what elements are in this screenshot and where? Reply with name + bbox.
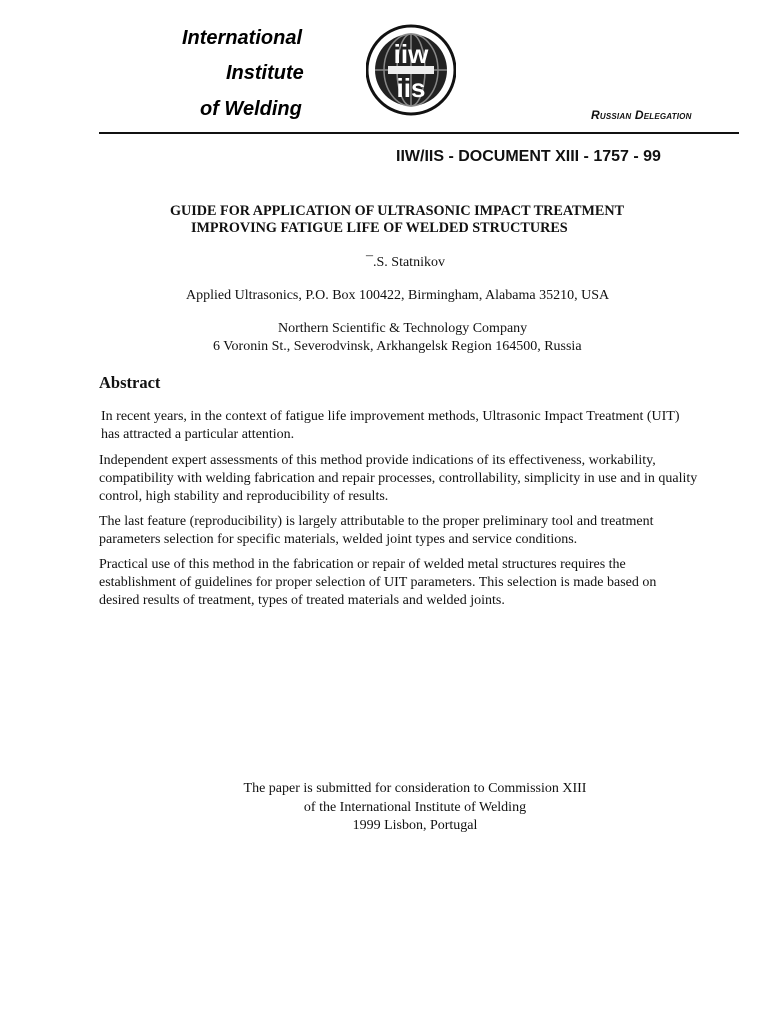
affiliation-2-line2: 6 Voronin St., Severodvinsk, Arkhangelsk Region 164500, Russia [213,339,582,354]
affiliation-2-line1: Northern Scientific & Technology Company [278,321,528,336]
submission-note-line2: of the International Institute of Welding [303,799,527,815]
submission-note [180,780,650,836]
submission-note-line3: 1999 Lisbon, Portugal [352,818,478,833]
submission-note-line1: The paper is submitted for consideration to Commission XIII [243,781,587,796]
paper-title-line2: IMPROVING FATIGUE LIFE OF WELDED STRUCTURES [191,220,568,236]
affiliation-1: Applied Ultrasonics, P.O. Box 100422, Birmingham, Alabama 35210, USA [186,288,610,303]
delegation-label: Russian Delegation [591,108,692,122]
institute-name-line2: Institute [226,62,304,84]
document-id: IIW/IIS - DOCUMENT XIII - 1757 - 99 [396,148,661,165]
abstract-paragraph: Practical use of this method in the fabrication or repair of welded metal structures requires the establishment of guidelines for proper selection of UIT parameters. This selection is made based on desired results of treatment, types of treated materials and welded joints. [99,557,657,608]
iiw-iis-logo [366,22,456,118]
abstract-paragraph: Independent expert assessments of this method provide indications of its effectiveness, workability, compatibility with welding fabrication and repair processes, controllability, simplicity in use and in quality control, high stability and reproducibility of results. [99,453,698,504]
institute-name-line3: of Welding [200,98,302,120]
abstract-paragraph: The last feature (reproducibility) is largely attributable to the proper preliminary tool and treatment parameters selection for specific materials, welded joint types and service conditions. [99,514,654,547]
logo-text-bottom: iis [396,73,426,103]
author: ¯.S. Statnikov [366,255,445,270]
paper-title-line1: GUIDE FOR APPLICATION OF ULTRASONIC IMPACT TREATMENT [170,203,625,219]
abstract-heading: Abstract [99,373,161,392]
institute-name-line1: International [182,27,303,49]
logo-text-top: iiw [393,39,429,69]
header-divider [99,132,739,134]
abstract-paragraph: In recent years, in the context of fatigue life improvement methods, Ultrasonic Impact Treatment (UIT) has attracted a particular attention. [101,409,680,442]
